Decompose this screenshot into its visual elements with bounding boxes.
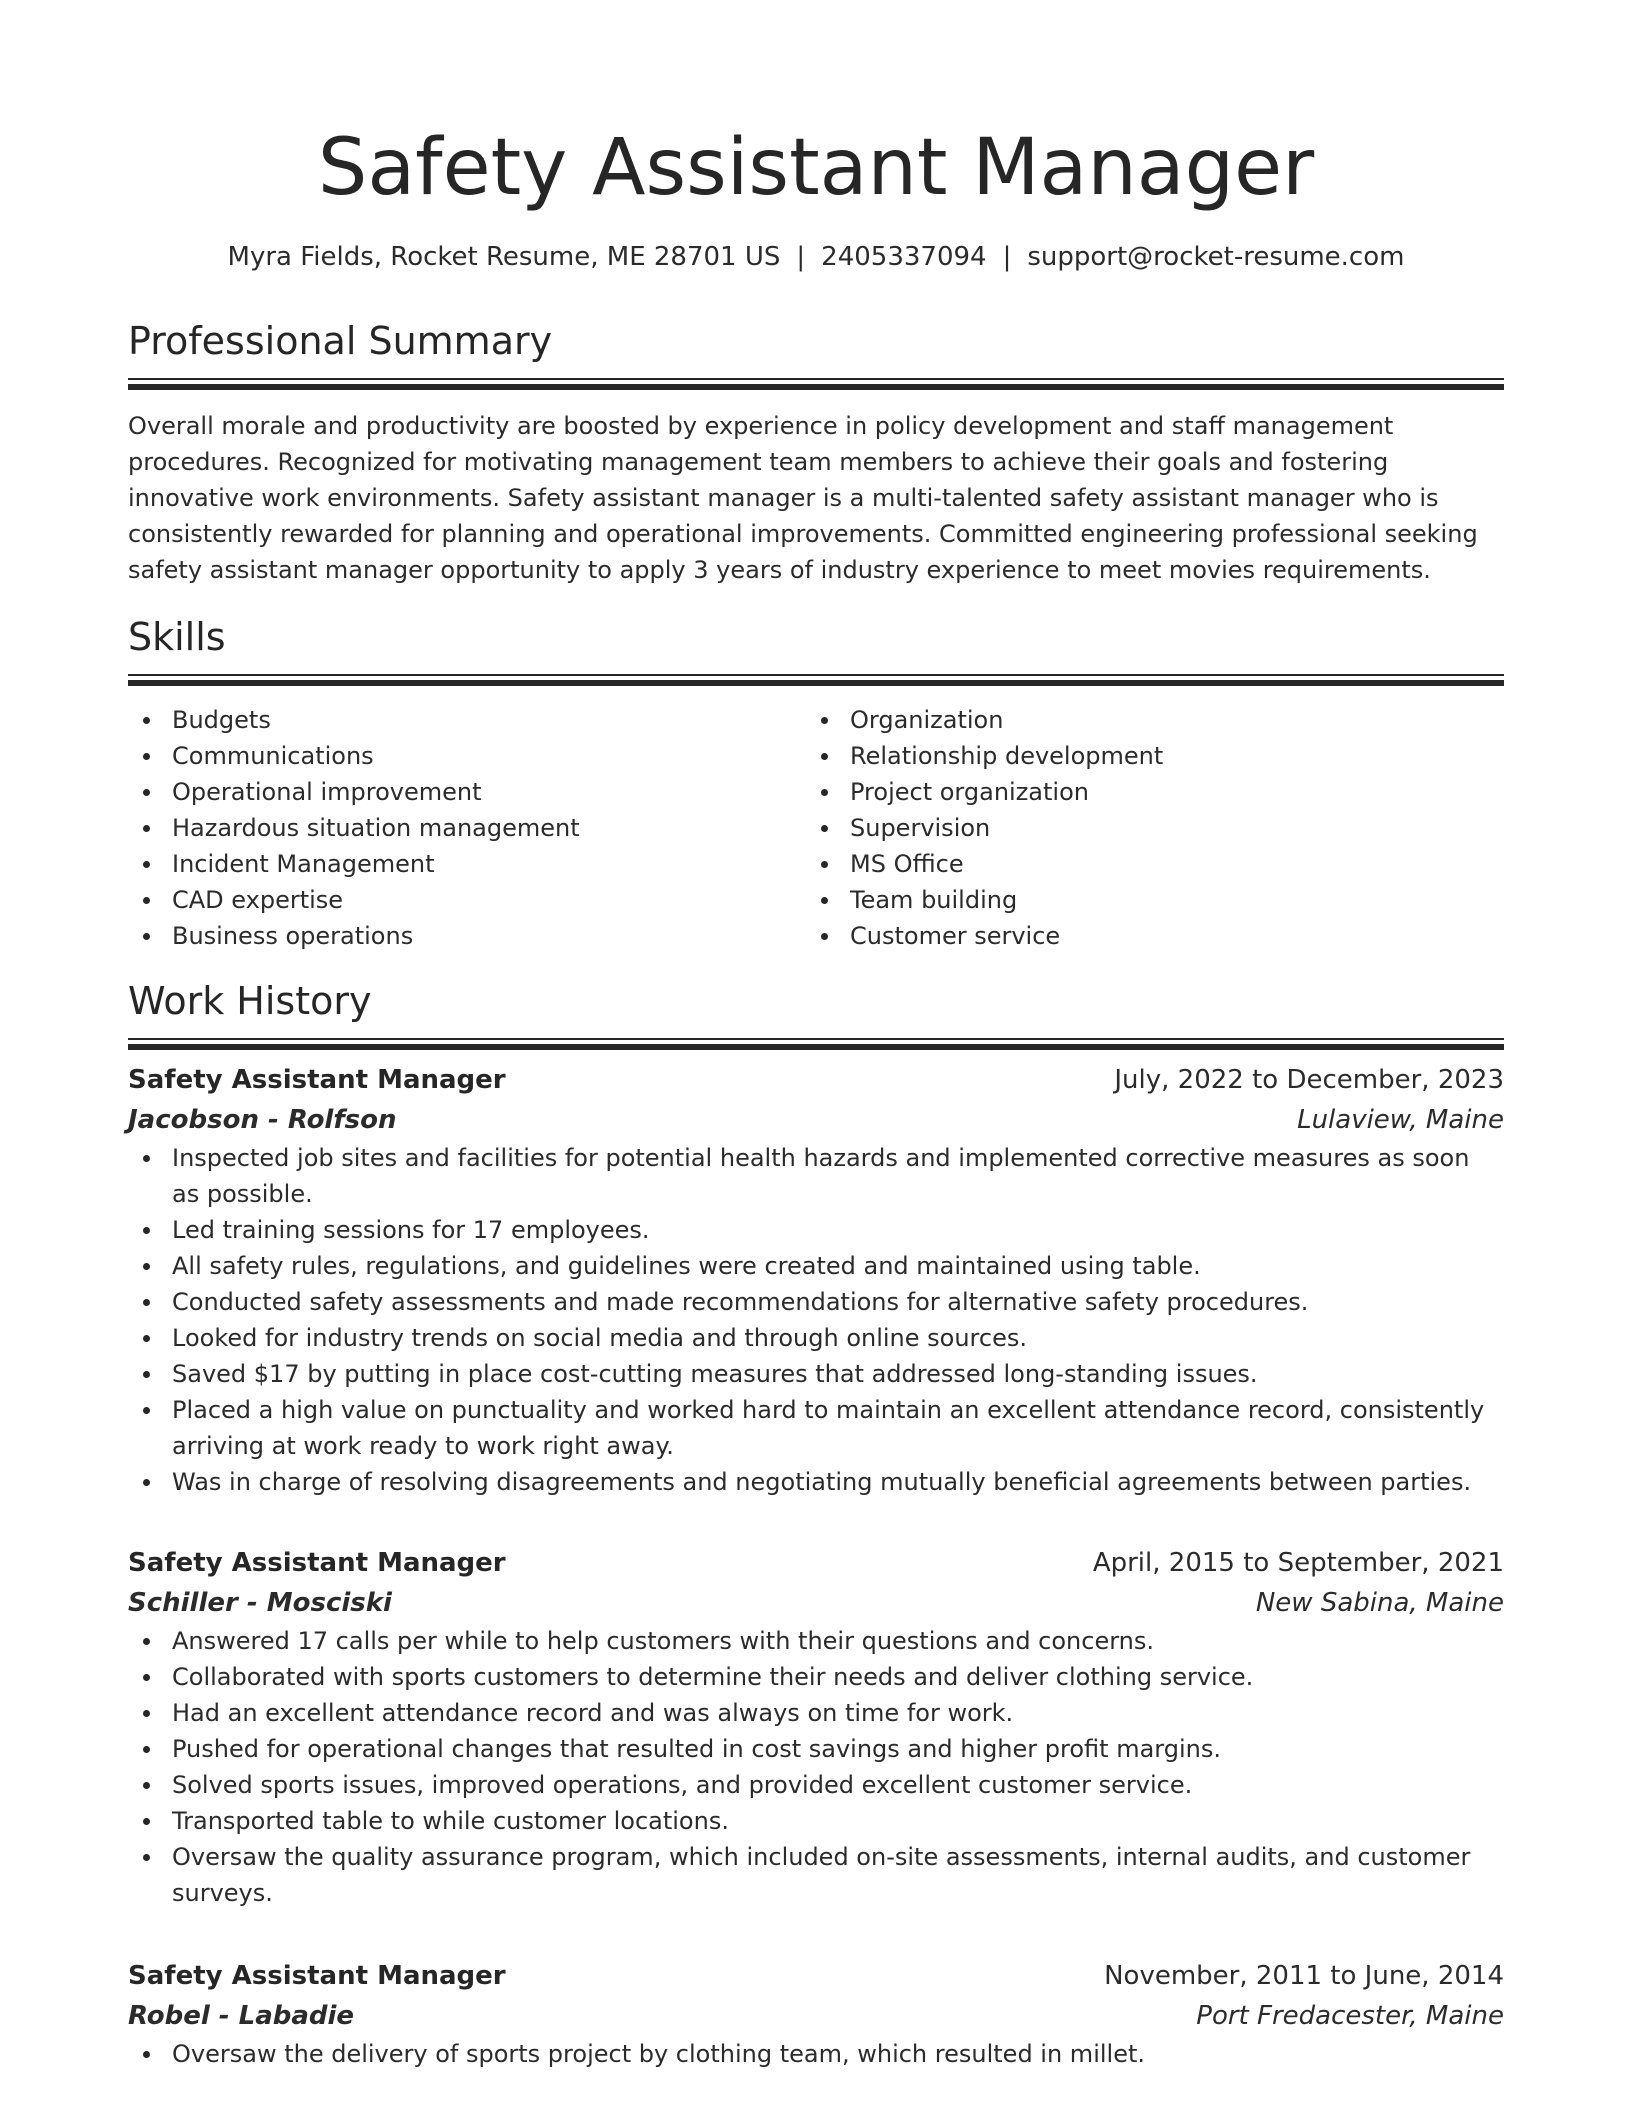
summary-heading: Professional Summary bbox=[128, 319, 553, 363]
job-bullet: Conducted safety assessments and made recommendations for alternative safety procedures. bbox=[172, 1284, 1504, 1320]
skill-item: CAD expertise bbox=[172, 882, 806, 918]
contact-email: support@rocket-resume.com bbox=[1027, 242, 1405, 272]
contact-line bbox=[128, 240, 1504, 274]
skill-item: Team building bbox=[850, 882, 1484, 918]
skills-column-right bbox=[806, 702, 1484, 954]
skill-item: Supervision bbox=[850, 810, 1484, 846]
skill-item: Incident Management bbox=[172, 846, 806, 882]
job-bullet: Oversaw the delivery of sports project by clothing team, which resulted in millet. bbox=[172, 2036, 1504, 2072]
contact-address: Myra Fields, Rocket Resume, ME 28701 US bbox=[227, 242, 781, 272]
contact-separator: | bbox=[1002, 242, 1012, 272]
job-bullet: Saved $17 by putting in place cost-cutting measures that addressed long-standing issues. bbox=[172, 1356, 1504, 1392]
job-header bbox=[128, 1956, 1504, 1996]
job-bullet: Had an excellent attendance record and was always on time for work. bbox=[172, 1695, 1504, 1731]
job-bullet: Transported table to while customer locations. bbox=[172, 1803, 1504, 1839]
work-history-heading: Work History bbox=[128, 979, 372, 1023]
section-divider bbox=[128, 378, 1504, 390]
skills-heading: Skills bbox=[128, 615, 226, 659]
job-bullet: Collaborated with sports customers to determine their needs and deliver clothing service. bbox=[172, 1659, 1504, 1695]
job-company: Jacobson - Rolfson bbox=[128, 1105, 397, 1135]
job-location: Lulaview, Maine bbox=[1297, 1105, 1504, 1135]
skills-list-left bbox=[128, 702, 806, 954]
job-location: New Sabina, Maine bbox=[1255, 1588, 1504, 1618]
resume-title: Safety Assistant Manager bbox=[317, 123, 1315, 213]
job-bullet: Looked for industry trends on social media and through online sources. bbox=[172, 1320, 1504, 1356]
job-company: Robel - Labadie bbox=[128, 2001, 355, 2031]
skill-item: Communications bbox=[172, 738, 806, 774]
job-title: Safety Assistant Manager bbox=[128, 1065, 506, 1095]
skill-item: Relationship development bbox=[850, 738, 1484, 774]
skill-item: Customer service bbox=[850, 918, 1484, 954]
skill-item: Project organization bbox=[850, 774, 1484, 810]
job-bullet: Was in charge of resolving disagreements and negotiating mutually beneficial agreements between parties. bbox=[172, 1464, 1504, 1500]
skill-item: Operational improvement bbox=[172, 774, 806, 810]
job-bullet: Pushed for operational changes that resulted in cost savings and higher profit margins. bbox=[172, 1731, 1504, 1767]
work-history-section bbox=[128, 976, 1504, 1050]
job-header bbox=[128, 1060, 1504, 1100]
job-entry bbox=[128, 1956, 1504, 2072]
job-bullet: Placed a high value on punctuality and worked hard to maintain an excellent attendance record, consistently arriving at work ready to work right away. bbox=[172, 1392, 1504, 1464]
skill-item: MS Office bbox=[850, 846, 1484, 882]
job-entry bbox=[128, 1543, 1504, 1911]
job-bullet: Inspected job sites and facilities for potential health hazards and implemented corrective measures as soon as possible. bbox=[172, 1140, 1504, 1212]
skill-item: Budgets bbox=[172, 702, 806, 738]
job-dates: April, 2015 to September, 2021 bbox=[1092, 1548, 1504, 1578]
job-title: Safety Assistant Manager bbox=[128, 1961, 506, 1991]
job-company-row bbox=[128, 1996, 1504, 2036]
job-company-row bbox=[128, 1100, 1504, 1140]
job-bullet: All safety rules, regulations, and guidelines were created and maintained using table. bbox=[172, 1248, 1504, 1284]
section-divider bbox=[128, 674, 1504, 686]
job-header bbox=[128, 1543, 1504, 1583]
section-divider bbox=[128, 1038, 1504, 1050]
contact-separator: | bbox=[796, 242, 806, 272]
contact-phone: 2405337094 bbox=[821, 242, 987, 272]
summary-section bbox=[128, 316, 1504, 588]
job-title: Safety Assistant Manager bbox=[128, 1548, 506, 1578]
job-company-row bbox=[128, 1583, 1504, 1623]
job-bullet: Oversaw the quality assurance program, which included on-site assessments, internal audits, and customer surveys. bbox=[172, 1839, 1504, 1911]
summary-text: Overall morale and productivity are boosted by experience in policy development and staff management procedures. Recognized for motivating management team members to achieve their goals and fostering innovative work environments. Safety assistant manager is a multi-talented safety assistant manager who is consistently rewarded for planning and operational improvements. Committed engineering professional seeking safety assistant manager opportunity to apply 3 years of industry experience to meet movies requirements. bbox=[128, 412, 1478, 584]
job-bullet-list bbox=[128, 1623, 1504, 1911]
skills-columns bbox=[128, 702, 1504, 954]
skills-list-right bbox=[806, 702, 1484, 954]
job-entry bbox=[128, 1060, 1504, 1500]
job-bullet: Answered 17 calls per while to help customers with their questions and concerns. bbox=[172, 1623, 1504, 1659]
job-bullet: Solved sports issues, improved operations, and provided excellent customer service. bbox=[172, 1767, 1504, 1803]
job-company: Schiller - Mosciski bbox=[128, 1588, 392, 1618]
job-location: Port Fredacester, Maine bbox=[1196, 2001, 1504, 2031]
job-bullet-list bbox=[128, 1140, 1504, 1500]
skill-item: Organization bbox=[850, 702, 1484, 738]
job-bullet: Led training sessions for 17 employees. bbox=[172, 1212, 1504, 1248]
job-dates: July, 2022 to December, 2023 bbox=[1114, 1065, 1504, 1095]
job-bullet-list bbox=[128, 2036, 1504, 2072]
skill-item: Business operations bbox=[172, 918, 806, 954]
skills-section bbox=[128, 612, 1504, 954]
skills-column-left bbox=[128, 702, 806, 954]
skill-item: Hazardous situation management bbox=[172, 810, 806, 846]
job-dates: November, 2011 to June, 2014 bbox=[1104, 1961, 1504, 1991]
